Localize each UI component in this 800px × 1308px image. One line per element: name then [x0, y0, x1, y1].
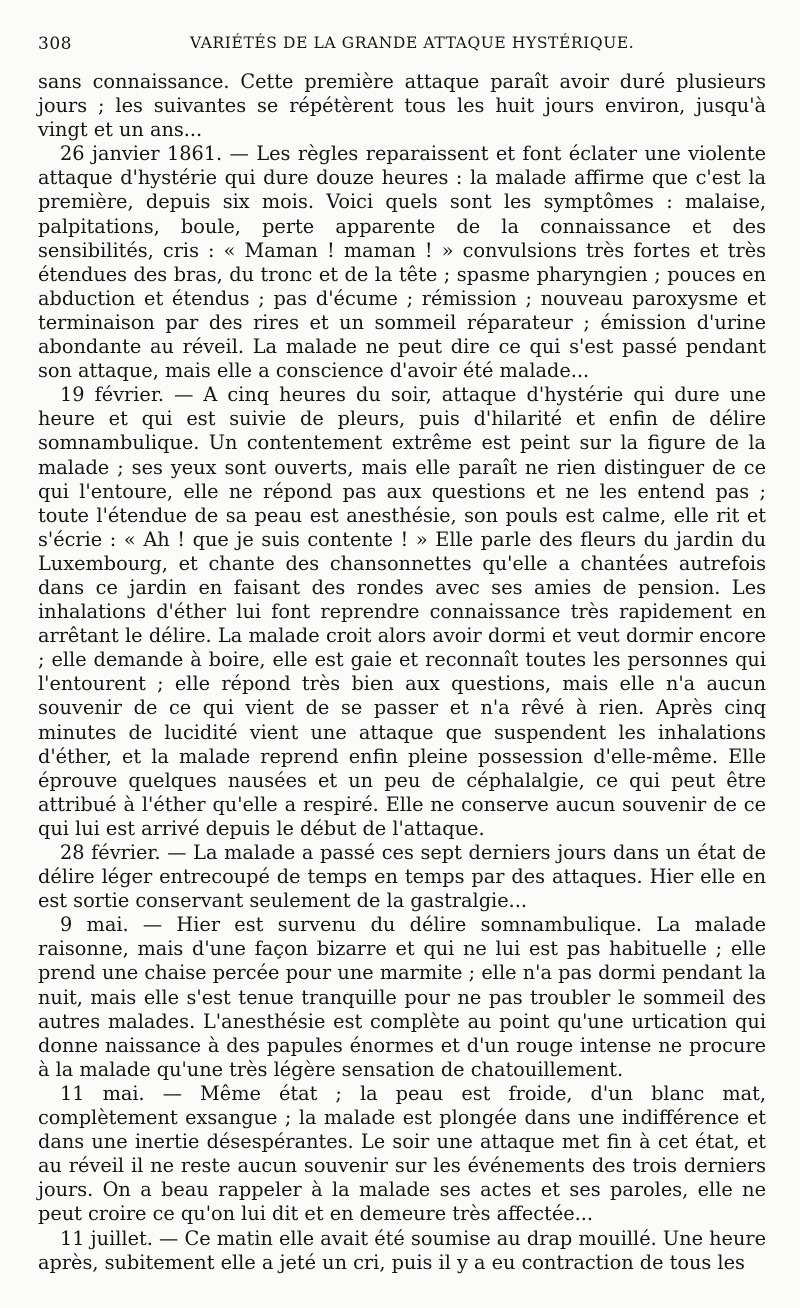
- paragraph-9-mai: 9 mai. — Hier est survenu du délire somnambulique. La malade raisonne, mais d'une façon bizarre et qui ne lui est pas habituelle ; elle prend une chaise percée pour une marmite ; elle n'a pas dormi pendant la nuit, mais elle s'est tenue tranquille pour ne pas troubler le sommeil des autres malades. L'anesthésie est complète au point qu'une urtication qui donne naissance à des papules énormes et d'un rouge intense ne procure à la malade qu'une très légère sensation de chatouillement.: [38, 913, 766, 1081]
- paragraph-continuation: sans connaissance. Cette première attaque paraît avoir duré plusieurs jours ; les suivantes se répétèrent tous les huit jours environ, jusqu'à vingt et un ans...: [38, 70, 766, 142]
- paragraph-28-fevrier: 28 février. — La malade a passé ces sept derniers jours dans un état de délire léger entrecoupé de temps en temps par des attaques. Hier elle en est sortie conservant seulement de la gastralgie...: [38, 841, 766, 913]
- page-number: 308: [38, 34, 72, 54]
- paragraph-11-mai: 11 mai. — Même état ; la peau est froide, d'un blanc mat, complètement exsangue ; la malade est plongée dans une indifférence et dans une inertie désespérantes. Le soir une attaque met fin à cet état, et au réveil il ne reste aucun souvenir sur les événements des trois derniers jours. On a beau rappeler à la malade ses actes et ses paroles, elle ne peut croire ce qu'on lui dit et en demeure très affectée...: [38, 1081, 766, 1226]
- paragraph-11-juillet: 11 juillet. — Ce matin elle avait été soumise au drap mouillé. Une heure après, subitement elle a jeté un cri, puis il y a eu contraction de tous les: [38, 1226, 766, 1274]
- paragraph-19-fevrier: 19 février. — A cinq heures du soir, attaque d'hystérie qui dure une heure et qui est suivie de pleurs, puis d'hilarité et enfin de délire somnambulique. Un contentement extrême est peint sur la figure de la malade ; ses yeux sont ouverts, mais elle paraît ne rien distinguer de ce qui l'entoure, elle ne répond pas aux questions et ne les entend pas ; toute l'étendue de sa peau est anesthésie, son pouls est calme, elle rit et s'écrie : « Ah ! que je suis contente ! » Elle parle des fleurs du jardin du Luxembourg, et chante des chansonnettes qu'elle a chantées autrefois dans ce jardin en faisant des rondes avec ses amies de pension. Les inhalations d'éther lui font reprendre connaissance très rapidement en arrêtant le délire. La malade croit alors avoir dormi et veut dormir encore ; elle demande à boire, elle est gaie et reconnaît toutes les personnes qui l'entourent ; elle répond très bien aux questions, mais elle n'a aucun souvenir de ce qui vient de se passer et n'a rêvé à rien. Après cinq minutes de lucidité vient une attaque que suspendent les inhalations d'éther, et la malade reprend enfin pleine possession d'elle-même. Elle éprouve quelques nausées et un peu de céphalalgie, ce qui peut être attribué à l'éther qu'elle a respiré. Elle ne conserve aucun souvenir de ce qui lui est arrivé depuis le début de l'attaque.: [38, 383, 766, 840]
- running-head: [38, 22, 766, 54]
- running-title: VARIÉTÉS DE LA GRANDE ATTAQUE HYSTÉRIQUE.: [190, 34, 635, 52]
- paragraph-26-janvier-1861: 26 janvier 1861. — Les règles reparaissent et font éclater une violente attaque d'hystérie qui dure douze heures : la malade affirme que c'est la première, depuis six mois. Voici quels sont les symptômes : malaise, palpitations, boule, perte apparente de la connaissance et des sensibilités, cris : « Maman ! maman ! » convulsions très fortes et très étendues des bras, du tronc et de la tête ; spasme pharyngien ; pouces en abduction et étendus ; pas d'écume ; rémission ; nouveau paroxysme et terminaison par des rires et un sommeil réparateur ; émission d'urine abondante au réveil. La malade ne peut dire ce qui s'est passé pendant son attaque, mais elle a conscience d'avoir été malade...: [38, 142, 766, 383]
- body-text: [38, 70, 766, 1275]
